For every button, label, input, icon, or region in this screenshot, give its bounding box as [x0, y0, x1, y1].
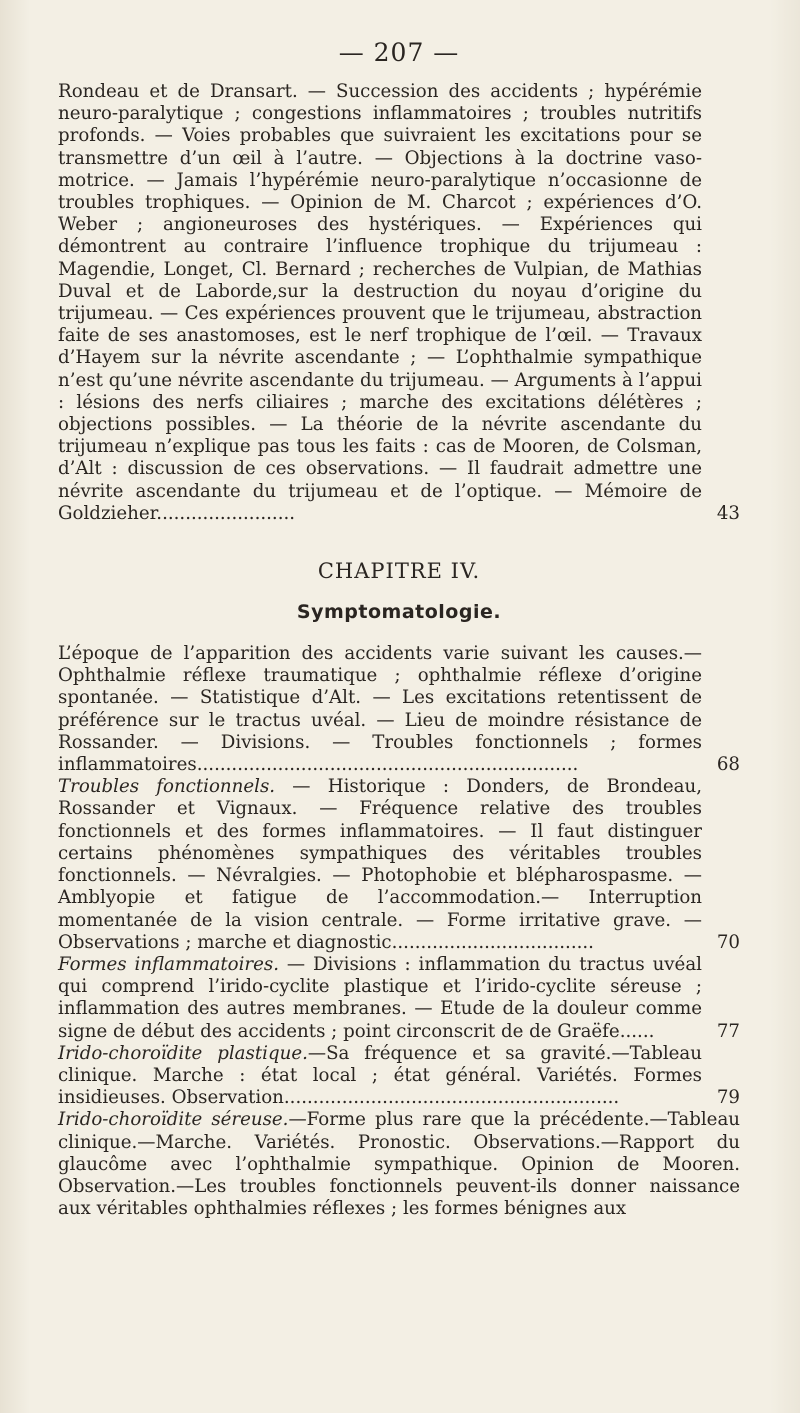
entry-page-ref: 68 — [716, 754, 740, 776]
page-number: — 207 — — [338, 38, 460, 67]
toc-entry-irido-choroidite-sereuse — [58, 1109, 740, 1220]
entry-leader: ................................... — [391, 931, 594, 953]
entry-heading: Irido-choroïdite séreuse. — [58, 1109, 289, 1131]
entry-leader: ...... — [619, 1020, 655, 1042]
entry-page-ref: 70 — [716, 931, 740, 953]
toc-entry-irido-choroidite-plastique — [58, 1043, 740, 1110]
toc-entry-troubles-fonctionnels — [58, 776, 740, 954]
entry-leader: .................................................................. — [196, 754, 579, 776]
toc-entry-formes-inflammatoires — [58, 954, 740, 1043]
entry-text: — Historique : Donders, de Brondeau, Rossander et Vignaux. — Fréquence relative des troubles fonctionnels et des formes inflammatoires. — Il faut distinguer certains phénomènes sympathiques des véritables troubles fonctionnels. — Névralgies. — Photophobie et blépharospasme. — Amblyopie et fatigue de l’accommodation.— Interruption momentanée de la vision centrale. — Forme irritative grave. — Observations ; marche et diagnostic — [58, 776, 702, 953]
entry-heading: Formes inflammatoires. — [58, 953, 279, 975]
intro-text: Rondeau et de Dransart. — Succession des accidents ; hypérémie neuro-paralytique ; congestions inflammatoires ; troubles nutritifs profonds. — Voies probables que suivraient les excitations pour se transmettre d’un œil à l’autre. — Objections à la doctrine vaso-motrice. — Jamais l’hypérémie neuro-paralytique n’occasionne de troubles trophiques. — Opinion de M. Charcot ; expériences d’O. Weber ; angioneuroses des hystériques. — Expériences qui démontrent au contraire l’influence trophique du trijumeau : Magendie, Longet, Cl. Bernard ; recherches de Vulpian, de Mathias Duval et de Laborde,sur la destruction du noyau d’origine du trijumeau. — Ces expériences prouvent que le trijumeau, abstraction faite de ses anastomoses, est le nerf trophique de l’œil. — Travaux d’Hayem sur la névrite ascendante ; — L’ophthalmie sympathique n’est qu’une névrite ascendante du trijumeau. — Arguments à l’appui : lésions des nerfs ciliaires ; marche des excitations délétères ; objections possibles. — La théorie de la névrite ascendante du trijumeau n’explique pas tous les faits : cas de Mooren, de Colsman, d’Alt : discussion de ces observations. — Il faudrait admettre une névrite ascendante du trijumeau et de l’optique. — Mémoire de Goldzieher — [58, 81, 702, 524]
intro-leader: ........................ — [156, 502, 296, 524]
entry-heading: Troubles fonctionnels. — [58, 776, 276, 798]
entry-text: —Forme plus rare que la précédente.—Tableau clinique.—Marche. Variétés. Pronostic. Observations.—Rapport du glaucôme avec l’ophthalmie sympathique. Opinion de Mooren. Observation.—Les troubles fonctionnels peuvent-ils donner naissance aux véritables ophthalmies réflexes ; les formes bénignes aux — [58, 1109, 740, 1220]
entry-page-ref: 79 — [716, 1087, 740, 1109]
entry-heading: Irido-choroïdite plastique. — [58, 1042, 308, 1064]
entry-page-ref: 77 — [716, 1020, 740, 1042]
chapter-subtitle: Symptomatologie. — [296, 601, 502, 624]
toc-entry-epoque — [58, 643, 740, 776]
entry-leader: .......................................................... — [283, 1087, 620, 1109]
chapter-title: CHAPITRE IV. — [317, 559, 481, 584]
entry-text: — Divisions : inflammation du tractus uvéal qui comprend l’irido-cyclite plastique et l’irido-cyclite séreuse ; inflammation des autres membranes. — Etude de la douleur comme signe de début des accidents ; point circonscrit de de Graëfe — [58, 953, 702, 1042]
intro-page-ref: 43 — [716, 502, 740, 524]
entry-text: —Sa fréquence et sa gravité.—Tableau clinique. Marche : état local ; état général. Variétés. Formes insidieuses. Observation — [58, 1042, 702, 1109]
intro-paragraph — [58, 81, 740, 525]
entry-text: L’époque de l’apparition des accidents varie suivant les causes.—Ophthalmie réflexe traumatique ; ophthalmie réflexe d’origine spontanée. — Statistique d’Alt. — Les excitations retentissent de préférence sur le tractus uvéal. — Lieu de moindre résistance de Rossander. — Divisions. — Troubles fonctionnels ; formes inflammatoires — [58, 643, 702, 776]
